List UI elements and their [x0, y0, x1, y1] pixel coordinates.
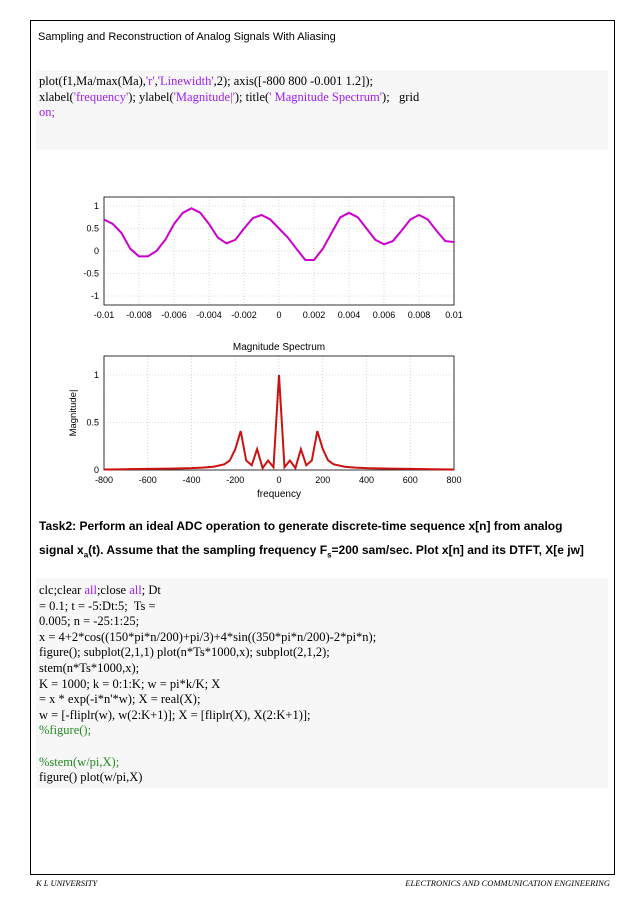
- x-axis-label: frequency: [257, 489, 301, 500]
- time-domain-chart: [0, 180, 638, 340]
- x-tick-label: 600: [402, 475, 418, 485]
- y-tick-label: 0: [93, 465, 99, 475]
- y-axis-label: Magnitude|: [68, 389, 79, 437]
- y-tick-label: 0.5: [86, 417, 99, 428]
- footer-right: ELECTRONICS AND COMMUNICATION ENGINEERING: [405, 878, 610, 888]
- x-tick-label: 0.008: [407, 310, 431, 320]
- series-line: [104, 208, 454, 260]
- y-tick-label: 1: [93, 201, 99, 211]
- task2-heading: Task2: Perform an ideal ADC operation to generate discrete-time sequence x[n] from analog signal $x_a(t)$. Assume that the sampling frequency $F_s=200$ sam/sec. Plot x[n] and its DTFT, X[e jw]: [39, 519, 584, 560]
- page-header: Sampling and Reconstruction of Analog Signals With Aliasing: [38, 31, 336, 43]
- y-tick-label: -1: [90, 291, 99, 301]
- x-tick-label: 0.01: [445, 310, 463, 320]
- x-tick-label: 0.006: [372, 310, 396, 320]
- code-block-2: clc;clear all;close all; Dt = 0.1; t = -5:Dt:5; Ts = 0.005; n = -25:1:25; x = 4+2*cos((150*pi*n/200)+pi/3)+4*sin((350*pi*n/200)-2*pi*n); figure(); subplot(2,1,1) plot(n*Ts*1000,x); subplot(2,1,2); stem(n*Ts*1000,x); K = 1000; k = 0:1:K; w = pi*k/K; X = x * exp(-i*n'*w); X = real(X); w = [-fliplr(w), w(2:K+1)]; X = [fliplr(X), X(2:K+1)]; %figure(); %stem(w/pi,X); figure() plot(w/pi,X): [39, 583, 377, 785]
- x-tick-label: -0.008: [126, 310, 152, 320]
- y-tick-label: 1: [93, 370, 99, 380]
- y-tick-label: 0: [93, 246, 99, 256]
- x-tick-label: -400: [182, 475, 201, 485]
- magnitude-spectrum-chart: [0, 335, 638, 505]
- y-tick-label: 0.5: [86, 223, 99, 234]
- x-tick-label: -0.004: [196, 310, 222, 320]
- y-tick-label: -0.5: [83, 268, 99, 279]
- x-tick-label: 0.002: [302, 310, 326, 320]
- chart-title: Magnitude Spectrum: [232, 342, 326, 353]
- x-tick-label: 800: [446, 475, 462, 485]
- x-tick-label: 400: [358, 475, 375, 485]
- x-tick-label: -800: [94, 475, 114, 485]
- footer-left: K L UNIVERSITY: [36, 878, 98, 888]
- x-tick-label: -200: [226, 475, 245, 485]
- code-block-1: plot(f1,Ma/max(Ma),'r','Linewidth',2); axis([-800 800 -0.001 1.2]); xlabel('frequency'); ylabel('Magnitude|'); title(' Magnitude Spectrum'); grid on;: [39, 74, 420, 120]
- x-tick-label: -600: [138, 475, 157, 485]
- x-tick-label: 0: [276, 475, 282, 485]
- x-tick-label: 200: [315, 475, 331, 485]
- x-tick-label: -0.002: [231, 310, 257, 320]
- x-tick-label: 0.004: [337, 310, 361, 320]
- x-tick-label: -0.01: [93, 310, 115, 320]
- x-tick-label: -0.006: [161, 310, 187, 320]
- x-tick-label: 0: [276, 310, 282, 320]
